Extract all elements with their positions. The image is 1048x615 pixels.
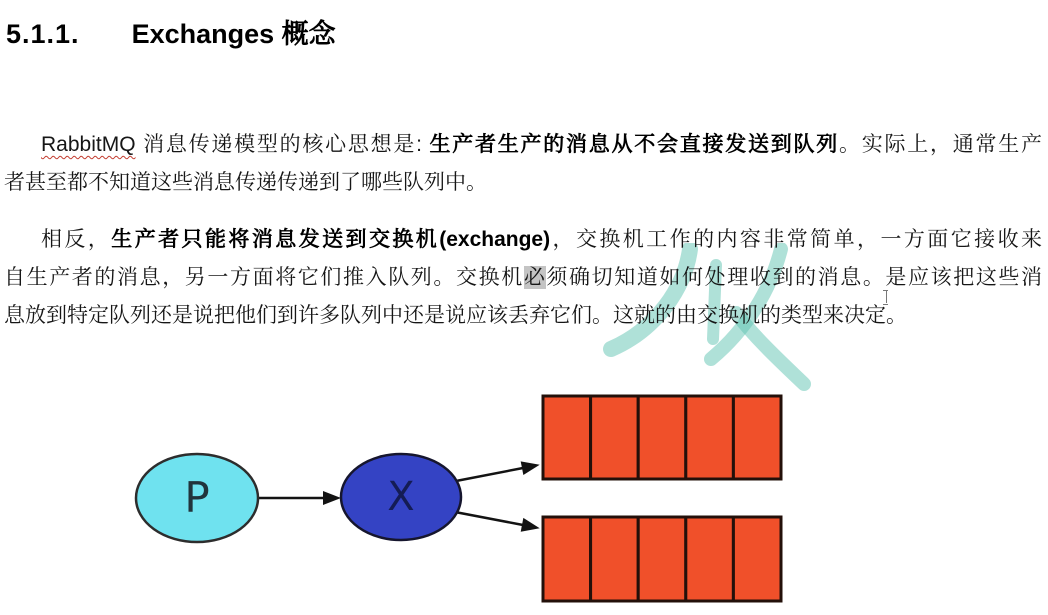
- queue-segment: [733, 517, 781, 601]
- queue-top: [543, 396, 781, 479]
- paragraph-exchange-description: [4, 221, 1042, 335]
- text-segment: 者甚至都不知道这些消息传递传递到了哪些队列中。: [4, 171, 487, 194]
- ime-highlight-text: 必: [523, 266, 547, 289]
- queue-segment: [686, 517, 734, 601]
- text-segment: 。实际上，通常生产: [839, 133, 1043, 156]
- queue-segment: [591, 517, 639, 601]
- queue-segment: [591, 396, 639, 479]
- text-segment: 须确切知道如何处理收到的消息。是应该把这些消: [546, 266, 1043, 289]
- section-heading: [6, 12, 336, 51]
- arrow-exchange-to-queue-top: [456, 468, 523, 481]
- section-title: Exchanges 概念: [131, 19, 336, 49]
- queue-segment: [638, 396, 686, 479]
- text-segment: ，交换机工作的内容非常简单，一方面它接收来: [550, 228, 1043, 251]
- bold-text: 生产者生产的消息从不会直接发送到队列: [429, 133, 840, 156]
- queue-segment: [638, 517, 686, 601]
- spellcheck-text: RabbitMQ: [41, 133, 136, 156]
- exchange-routing-diagram: [0, 390, 1048, 615]
- text-cursor-icon: [882, 290, 890, 304]
- text-segment: 消息传递模型的核心思想是:: [135, 133, 430, 156]
- text-line: [4, 221, 1042, 259]
- exchange-label: X: [387, 474, 415, 520]
- queue-segment: [543, 396, 591, 479]
- queue-segment: [686, 396, 734, 479]
- text-line: [4, 126, 1042, 164]
- text-segment: 自生产者的消息，另一方面将它们推入队列。交换机: [4, 266, 524, 289]
- arrow-exchange-to-queue-bottom: [455, 512, 523, 525]
- queue-bottom: [543, 517, 781, 601]
- paragraph-rabbitmq-core-idea: [4, 126, 1042, 202]
- section-number: 5.1.1.: [6, 19, 80, 49]
- queue-segment: [733, 396, 781, 479]
- bold-text: 生产者只能将消息发送到交换机(exchange): [111, 228, 551, 251]
- text-line: [4, 164, 1042, 202]
- text-segment: 相反，: [41, 228, 112, 251]
- text-segment: 息放到特定队列还是说把他们到许多队列中还是说应该丢弃它们。这就的由交换机的类型来决定。: [4, 304, 907, 327]
- producer-label: P: [184, 473, 210, 522]
- queue-segment: [543, 517, 591, 601]
